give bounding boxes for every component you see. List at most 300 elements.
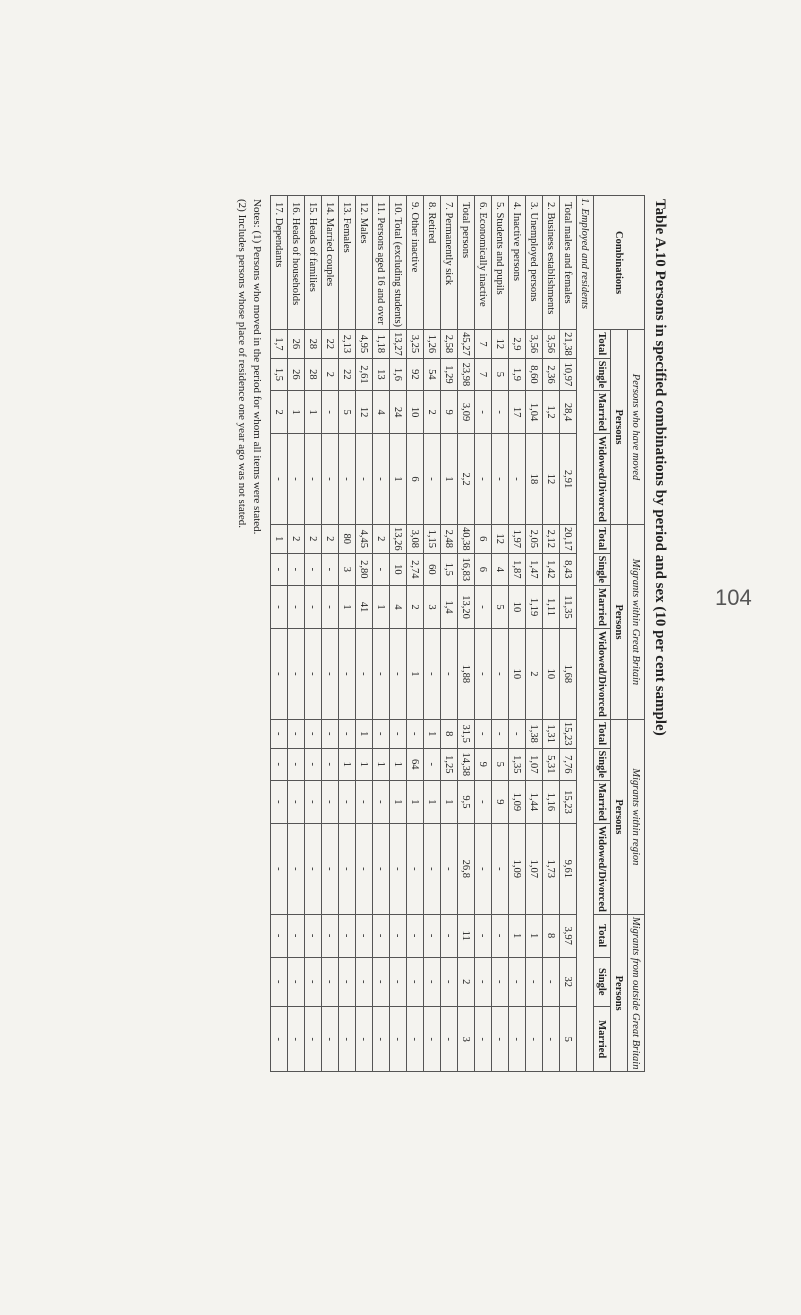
table-cell: - (305, 434, 322, 525)
row-label: 16. Heads of households (288, 196, 305, 330)
sub-col-header: Single (594, 748, 611, 780)
table-cell: 2 (424, 391, 441, 434)
sub-col-header: Married (594, 1006, 611, 1071)
sub-group-header: Persons (611, 914, 628, 1072)
table-cell: 9 (475, 748, 492, 780)
table-cell: - (271, 628, 288, 719)
table-cell: 9 (441, 391, 458, 434)
table-cell: 10,97 (560, 358, 577, 390)
table-cell: 1,07 (526, 823, 543, 914)
sub-group-header: Persons (611, 330, 628, 525)
table-cell: - (305, 780, 322, 823)
table-cell: 13,27 (390, 330, 407, 359)
table-cell: - (492, 434, 509, 525)
table-cell: 3 (339, 553, 356, 585)
table-cell: 24 (390, 391, 407, 434)
table-cell: - (339, 434, 356, 525)
table-cell: 6 (475, 553, 492, 585)
table-cell: 1,42 (543, 553, 560, 585)
table-cell: 1 (373, 748, 390, 780)
table-cell: - (305, 748, 322, 780)
table-cell: 11,35 (560, 586, 577, 629)
table-cell: - (475, 914, 492, 957)
table-cell: 3,08 (407, 524, 424, 553)
row-label: 17. Dependants (271, 196, 288, 330)
table-cell: - (271, 957, 288, 1006)
table-cell: 5 (339, 391, 356, 434)
row-label: 12. Males (356, 196, 373, 330)
table-cell: 3,25 (407, 330, 424, 359)
sub-col-header: Married (594, 586, 611, 629)
row-label: 13. Females (339, 196, 356, 330)
table-cell: 1,16 (543, 780, 560, 823)
table-cell: - (305, 957, 322, 1006)
table-cell: - (509, 434, 526, 525)
table-cell: 2,61 (356, 358, 373, 390)
table-cell: - (305, 1006, 322, 1071)
table-row (526, 196, 543, 1072)
table-cell: - (356, 434, 373, 525)
table-cell: - (339, 823, 356, 914)
table-cell: - (509, 957, 526, 1006)
table-cell: 2,58 (441, 330, 458, 359)
table-cell: - (356, 823, 373, 914)
table-cell: 10 (543, 628, 560, 719)
table-cell: 2,12 (543, 524, 560, 553)
table-title: Table A.10 Persons in specified combinations by period and sex (10 per cent sample) (652, 199, 668, 736)
row-label: 5. Students and pupils (492, 196, 509, 330)
table-cell: - (339, 914, 356, 957)
table-cell: 10 (407, 391, 424, 434)
table-cell: 13 (373, 358, 390, 390)
table-cell: - (288, 748, 305, 780)
table-cell: - (441, 823, 458, 914)
table-cell: 10 (390, 553, 407, 585)
sub-col-header: Married (594, 391, 611, 434)
table-cell: - (492, 823, 509, 914)
table-row (509, 196, 526, 1072)
table-cell: - (526, 1006, 543, 1071)
table-cell: - (407, 1006, 424, 1071)
table-row (271, 196, 288, 1072)
row-label: 6. Economically inactive (475, 196, 492, 330)
row-label: 15. Heads of families (305, 196, 322, 330)
table-container (60, 195, 670, 1315)
page-number: 104 (715, 585, 752, 610)
header-row-groups (628, 196, 645, 1072)
table-cell: - (390, 957, 407, 1006)
table-cell: - (271, 823, 288, 914)
table-cell: - (288, 823, 305, 914)
table-cell: 8 (441, 719, 458, 748)
table-cell: - (288, 957, 305, 1006)
table-cell: 1,88 (458, 628, 475, 719)
table-cell: 1,5 (441, 553, 458, 585)
table-row (543, 196, 560, 1072)
table-cell: - (373, 780, 390, 823)
table-cell: - (305, 719, 322, 748)
table-cell: 1,18 (373, 330, 390, 359)
table-cell: - (424, 957, 441, 1006)
table-cell: 92 (407, 358, 424, 390)
table-cell: 54 (424, 358, 441, 390)
table-cell: 4 (373, 391, 390, 434)
table-cell: 1,47 (526, 553, 543, 585)
table-cell: - (373, 434, 390, 525)
col-group-header: Migrants from outside Great Britain (628, 914, 645, 1072)
table-cell: - (441, 628, 458, 719)
table-cell: - (339, 1006, 356, 1071)
table-cell: 60 (424, 553, 441, 585)
table-cell: 12 (356, 391, 373, 434)
table-cell: 1,04 (526, 391, 543, 434)
table-cell: 6 (475, 524, 492, 553)
sub-col-header: Widowed/Divorced (594, 628, 611, 719)
table-cell: - (322, 553, 339, 585)
table-cell: 26 (288, 358, 305, 390)
sub-col-header: Total (594, 524, 611, 553)
table-cell: 9,61 (560, 823, 577, 914)
table-cell: 1,09 (509, 823, 526, 914)
table-cell: 28 (305, 330, 322, 359)
row-label: 11. Persons aged 16 and over (373, 196, 390, 330)
table-cell: - (356, 780, 373, 823)
table-cell: 2,80 (356, 553, 373, 585)
sub-col-header: Total (594, 719, 611, 748)
table-cell: - (543, 1006, 560, 1071)
table-row (407, 196, 424, 1072)
table-cell: - (475, 434, 492, 525)
table-cell: 32 (560, 957, 577, 1006)
table-cell: 1 (407, 628, 424, 719)
table-cell: 13,26 (390, 524, 407, 553)
table-row (441, 196, 458, 1072)
table-cell: 28,4 (560, 391, 577, 434)
table-cell: 23,98 (458, 358, 475, 390)
table-cell: - (305, 823, 322, 914)
sub-col-header: Total (594, 330, 611, 359)
table-cell: 21,38 (560, 330, 577, 359)
table-cell: 1,31 (543, 719, 560, 748)
sub-col-header: Widowed/Divorced (594, 823, 611, 914)
table-cell: 1,44 (526, 780, 543, 823)
table-cell: 2,91 (560, 434, 577, 525)
table-cell: 2 (407, 586, 424, 629)
table-cell: 3,97 (560, 914, 577, 957)
sub-col-header: Widowed/Divorced (594, 434, 611, 525)
table-cell: - (475, 719, 492, 748)
table-cell: 20,17 (560, 524, 577, 553)
table-cell: 5 (492, 748, 509, 780)
table-cell: 1 (509, 914, 526, 957)
table-cell: - (339, 780, 356, 823)
table-cell: 1,11 (543, 586, 560, 629)
table-cell: - (492, 719, 509, 748)
table-cell: 1 (390, 434, 407, 525)
table-cell: - (339, 628, 356, 719)
table-cell: - (492, 1006, 509, 1071)
table-cell: - (390, 719, 407, 748)
table-cell: 2,05 (526, 524, 543, 553)
table-cell: 28 (305, 358, 322, 390)
table-cell: 6 (407, 434, 424, 525)
table-cell: 1,6 (390, 358, 407, 390)
table-cell: - (424, 823, 441, 914)
table-cell: 1 (526, 914, 543, 957)
table-cell: 12 (492, 524, 509, 553)
table-cell: 1 (339, 748, 356, 780)
table-row (458, 196, 475, 1072)
table-cell: - (305, 553, 322, 585)
table-cell: 40,38 (458, 524, 475, 553)
table-cell: 22 (322, 330, 339, 359)
table-cell: 16,83 (458, 553, 475, 585)
table-cell: 2,2 (458, 434, 475, 525)
table-cell: 80 (339, 524, 356, 553)
table-cell: - (356, 1006, 373, 1071)
table-cell: 2,36 (543, 358, 560, 390)
table-cell: 17 (509, 391, 526, 434)
row-label: 10. Total (excluding students) (390, 196, 407, 330)
table-cell: - (305, 586, 322, 629)
table-cell: - (492, 957, 509, 1006)
table-cell: - (288, 586, 305, 629)
table-cell: - (407, 914, 424, 957)
table-cell: - (373, 823, 390, 914)
table-cell: - (322, 391, 339, 434)
row-label-header: Combinations (594, 196, 645, 330)
table-cell: 2 (288, 524, 305, 553)
table-cell: - (475, 823, 492, 914)
table-cell: 4 (492, 553, 509, 585)
table-cell: 12 (492, 330, 509, 359)
table-cell: 1 (356, 719, 373, 748)
table-cell: - (424, 748, 441, 780)
sub-col-header: Single (594, 553, 611, 585)
table-cell: - (322, 1006, 339, 1071)
table-cell: 2 (305, 524, 322, 553)
table-cell: 1,07 (526, 748, 543, 780)
col-group-header: Migrants within region (628, 719, 645, 914)
table-cell: - (441, 957, 458, 1006)
table-cell: 1,5 (271, 358, 288, 390)
row-label: 1. Employed and residents (577, 196, 594, 1072)
table-cell: 2,48 (441, 524, 458, 553)
row-label: 3. Unemployed persons (526, 196, 543, 330)
table-cell: - (407, 823, 424, 914)
data-table (270, 195, 645, 1072)
table-cell: - (373, 553, 390, 585)
table-row (322, 196, 339, 1072)
table-cell: 1 (390, 780, 407, 823)
sub-group-header: Persons (611, 524, 628, 719)
table-cell: 12 (543, 434, 560, 525)
table-cell: - (407, 957, 424, 1006)
table-cell: - (390, 914, 407, 957)
table-cell: - (271, 434, 288, 525)
note-line: (2) Includes persons whose place of residence one year ago was not stated. (236, 199, 248, 528)
table-cell: 3,56 (526, 330, 543, 359)
table-cell: - (492, 628, 509, 719)
sub-col-header: Married (594, 780, 611, 823)
table-cell: - (373, 628, 390, 719)
table-row (339, 196, 356, 1072)
table-cell: 1 (424, 780, 441, 823)
table-cell: 1 (407, 780, 424, 823)
table-cell: 1 (339, 586, 356, 629)
table-cell: 1,26 (424, 330, 441, 359)
table-cell: 3,09 (458, 391, 475, 434)
table-cell: - (424, 914, 441, 957)
table-cell: - (271, 719, 288, 748)
table-cell: - (475, 628, 492, 719)
table-cell: - (475, 1006, 492, 1071)
table-cell: - (305, 628, 322, 719)
table-cell: - (322, 957, 339, 1006)
table-cell: 1,7 (271, 330, 288, 359)
table-cell: - (288, 719, 305, 748)
table-cell: 26,8 (458, 823, 475, 914)
table-cell: - (492, 391, 509, 434)
table-cell: 1 (441, 780, 458, 823)
table-cell: - (509, 1006, 526, 1071)
table-cell: 1,2 (543, 391, 560, 434)
table-cell: 1,09 (509, 780, 526, 823)
table-cell: 26 (288, 330, 305, 359)
table-cell: 1,68 (560, 628, 577, 719)
table-cell: - (339, 719, 356, 748)
table-cell: - (288, 553, 305, 585)
rotated-table-sheet (60, 195, 670, 1315)
sub-col-header: Single (594, 358, 611, 390)
table-cell: - (373, 957, 390, 1006)
table-cell: 2 (458, 957, 475, 1006)
table-cell: - (526, 957, 543, 1006)
table-cell: 1 (390, 748, 407, 780)
note-line: Notes: (1) Persons who moved in the period for whom all items were stated. (251, 199, 263, 535)
table-cell: - (441, 914, 458, 957)
sub-group-header: Persons (611, 719, 628, 914)
table-cell: 7 (475, 330, 492, 359)
table-cell: - (322, 748, 339, 780)
row-label: 9. Other inactive (407, 196, 424, 330)
table-cell: - (288, 914, 305, 957)
table-cell: - (424, 628, 441, 719)
table-cell: - (271, 914, 288, 957)
table-cell: 1,4 (441, 586, 458, 629)
table-cell: 2 (322, 358, 339, 390)
table-row (577, 196, 594, 1072)
row-label: 4. Inactive persons (509, 196, 526, 330)
table-cell: - (288, 628, 305, 719)
table-cell: 1 (356, 748, 373, 780)
table-cell: - (543, 957, 560, 1006)
table-cell: - (271, 586, 288, 629)
table-cell: - (390, 823, 407, 914)
table-cell: 8,60 (526, 358, 543, 390)
sub-col-header: Single (594, 957, 611, 1006)
table-row (373, 196, 390, 1072)
table-cell: 5 (492, 358, 509, 390)
table-cell: 1,25 (441, 748, 458, 780)
table-notes (234, 199, 264, 1315)
table-cell: 10 (509, 586, 526, 629)
table-cell: - (373, 719, 390, 748)
table-cell: 2,74 (407, 553, 424, 585)
table-cell: - (373, 914, 390, 957)
table-cell: 11 (458, 914, 475, 957)
table-cell: - (322, 586, 339, 629)
table-cell: - (288, 780, 305, 823)
table-cell: - (475, 957, 492, 1006)
table-cell: 10 (509, 628, 526, 719)
table-cell: - (509, 719, 526, 748)
table-cell: 7 (475, 358, 492, 390)
row-label: 2. Business establishments (543, 196, 560, 330)
table-cell: 1,29 (441, 358, 458, 390)
table-cell: - (492, 914, 509, 957)
table-cell: 1 (288, 391, 305, 434)
table-cell: - (407, 719, 424, 748)
table-cell: 9 (492, 780, 509, 823)
table-cell: 5 (492, 586, 509, 629)
table-cell: 2 (373, 524, 390, 553)
table-cell: - (373, 1006, 390, 1071)
table-cell: - (322, 434, 339, 525)
table-cell: 2 (526, 628, 543, 719)
table-row (305, 196, 322, 1072)
table-cell: - (390, 1006, 407, 1071)
table-cell: 1 (441, 434, 458, 525)
table-cell: - (390, 628, 407, 719)
table-cell: 4,45 (356, 524, 373, 553)
table-cell: 5,31 (543, 748, 560, 780)
table-cell: 5 (560, 1006, 577, 1071)
table-cell: 2 (322, 524, 339, 553)
table-cell: 1,73 (543, 823, 560, 914)
table-cell: 22 (339, 358, 356, 390)
table-cell: 13,20 (458, 586, 475, 629)
table-cell: 1 (424, 719, 441, 748)
table-cell: 41 (356, 586, 373, 629)
table-cell: - (322, 719, 339, 748)
table-cell: 2,9 (509, 330, 526, 359)
table-cell: - (356, 914, 373, 957)
table-cell: 9,5 (458, 780, 475, 823)
table-cell: 15,23 (560, 780, 577, 823)
row-label: 8. Retired (424, 196, 441, 330)
col-group-header: Persons who have moved (628, 330, 645, 525)
table-row (288, 196, 305, 1072)
table-cell: 8,43 (560, 553, 577, 585)
table-cell: - (424, 1006, 441, 1071)
table-cell: - (475, 391, 492, 434)
table-cell: 64 (407, 748, 424, 780)
row-label: 14. Married couples (322, 196, 339, 330)
row-label: Total persons (458, 196, 475, 330)
row-label: 7. Permanently sick (441, 196, 458, 330)
table-cell: 1 (373, 586, 390, 629)
table-row (424, 196, 441, 1072)
table-cell: - (475, 586, 492, 629)
table-cell: 1,97 (509, 524, 526, 553)
table-cell: - (322, 914, 339, 957)
table-cell: 18 (526, 434, 543, 525)
table-cell: 1 (271, 524, 288, 553)
table-cell: 1 (305, 391, 322, 434)
table-cell: - (288, 1006, 305, 1071)
table-cell: 45,27 (458, 330, 475, 359)
